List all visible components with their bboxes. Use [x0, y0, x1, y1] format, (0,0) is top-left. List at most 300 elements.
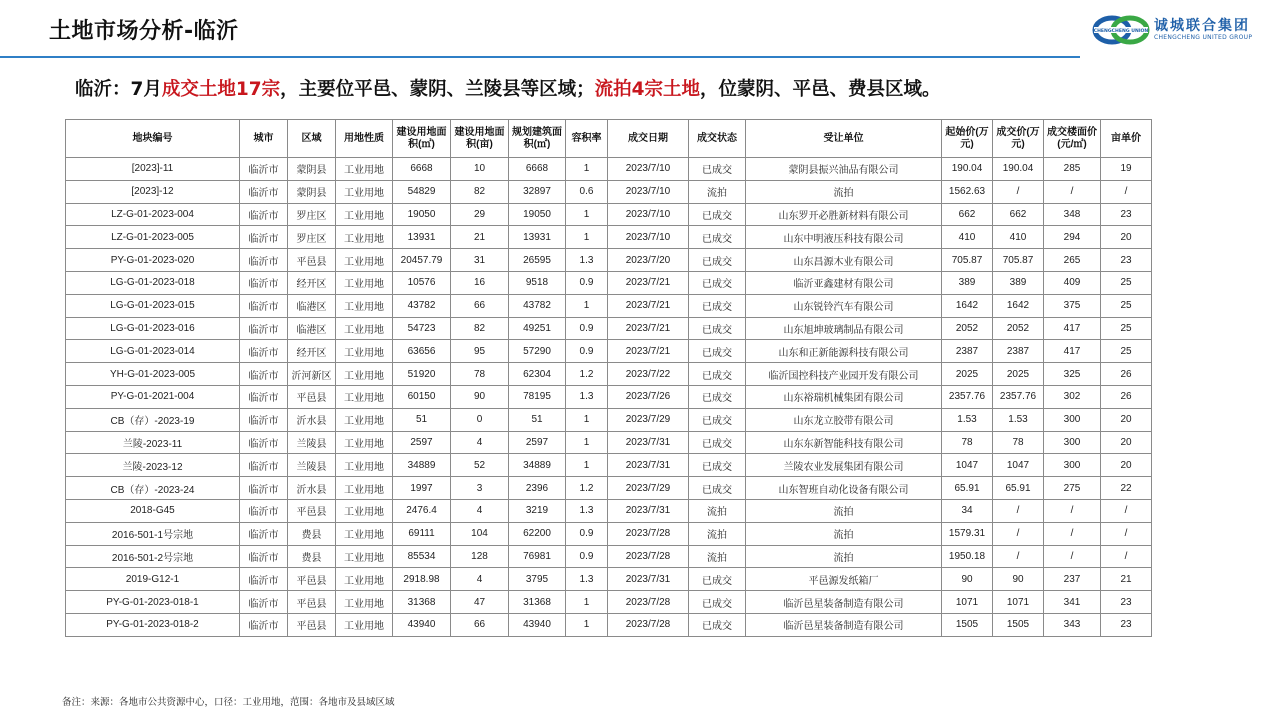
table-cell: 已成交	[689, 249, 746, 272]
table-row	[66, 499, 1152, 522]
table-cell: 2023/7/22	[608, 363, 689, 386]
table-cell: 流拍	[689, 499, 746, 522]
table-cell: 2052	[993, 317, 1044, 340]
table-cell: 63656	[393, 340, 451, 363]
table-cell: 1.53	[993, 408, 1044, 431]
table-cell: 已成交	[689, 385, 746, 408]
table-body	[66, 158, 1152, 637]
table-cell: 工业用地	[336, 454, 393, 477]
column-header: 建设用地面积(亩)	[451, 120, 509, 158]
table-cell: 29	[451, 203, 509, 226]
table-cell: 62304	[509, 363, 566, 386]
table-cell: 工业用地	[336, 522, 393, 545]
table-cell: 临沂市	[240, 568, 288, 591]
column-header: 起始价(万元)	[942, 120, 993, 158]
table-cell: 9518	[509, 271, 566, 294]
table-cell: 78	[942, 431, 993, 454]
table-cell: 流拍	[689, 522, 746, 545]
table-cell: 山东锐铃汽车有限公司	[746, 294, 942, 317]
table-cell: 临港区	[288, 317, 336, 340]
table-row	[66, 363, 1152, 386]
table-cell: /	[1101, 180, 1152, 203]
table-cell: 山东中明液压科技有限公司	[746, 226, 942, 249]
table-cell: 300	[1044, 431, 1101, 454]
table-cell: 2918.98	[393, 568, 451, 591]
table-row	[66, 340, 1152, 363]
table-row	[66, 477, 1152, 500]
table-cell: 临沂国控科技产业园开发有限公司	[746, 363, 942, 386]
table-cell: 临沂市	[240, 408, 288, 431]
table-cell: 2396	[509, 477, 566, 500]
table-cell: 302	[1044, 385, 1101, 408]
table-cell: 已成交	[689, 317, 746, 340]
column-header: 亩单价	[1101, 120, 1152, 158]
table-cell: 2387	[993, 340, 1044, 363]
column-header: 规划建筑面积(㎡)	[509, 120, 566, 158]
table-cell: 已成交	[689, 454, 746, 477]
table-cell: 临沂市	[240, 180, 288, 203]
table-cell: 工业用地	[336, 226, 393, 249]
table-cell: 已成交	[689, 340, 746, 363]
table-cell: 2597	[393, 431, 451, 454]
table-cell: 2018-G45	[66, 499, 240, 522]
table-cell: 43940	[509, 613, 566, 636]
table-cell: 6668	[393, 158, 451, 181]
table-row	[66, 591, 1152, 614]
table-cell: 2023/7/21	[608, 317, 689, 340]
table-cell: 工业用地	[336, 408, 393, 431]
table-cell: 417	[1044, 317, 1101, 340]
table-cell: 410	[993, 226, 1044, 249]
table-cell: 66	[451, 613, 509, 636]
column-header: 区域	[288, 120, 336, 158]
company-logo	[1092, 13, 1272, 47]
table-cell: 工业用地	[336, 180, 393, 203]
table-cell: 285	[1044, 158, 1101, 181]
table-cell: 罗庄区	[288, 226, 336, 249]
table-cell: 山东东新智能科技有限公司	[746, 431, 942, 454]
table-cell: 费县	[288, 522, 336, 545]
table-cell: 临沂市	[240, 522, 288, 545]
table-cell: 300	[1044, 408, 1101, 431]
table-cell: 工业用地	[336, 431, 393, 454]
table-cell: 2023/7/28	[608, 591, 689, 614]
table-cell: 20	[1101, 454, 1152, 477]
table-cell: 流拍	[689, 180, 746, 203]
table-cell: 23	[1101, 591, 1152, 614]
table-cell: 0.6	[566, 180, 608, 203]
table-cell: 90	[993, 568, 1044, 591]
table-cell: /	[1044, 545, 1101, 568]
table-cell: 275	[1044, 477, 1101, 500]
table-cell: CB（存）-2023-24	[66, 477, 240, 500]
table-cell: 工业用地	[336, 340, 393, 363]
table-cell: 1642	[942, 294, 993, 317]
table-cell: 沂水县	[288, 477, 336, 500]
table-cell: 23	[1101, 203, 1152, 226]
table-cell: 临沂市	[240, 226, 288, 249]
table-cell: /	[993, 522, 1044, 545]
table-cell: 20457.79	[393, 249, 451, 272]
table-cell: 6668	[509, 158, 566, 181]
table-cell: 2016-501-1号宗地	[66, 522, 240, 545]
table-cell: 工业用地	[336, 363, 393, 386]
table-row	[66, 613, 1152, 636]
table-cell: /	[1101, 545, 1152, 568]
table-cell: 23	[1101, 613, 1152, 636]
column-header: 城市	[240, 120, 288, 158]
land-transaction-table-wrapper	[65, 119, 1152, 637]
table-cell: 66	[451, 294, 509, 317]
table-cell: 25	[1101, 271, 1152, 294]
column-header: 成交日期	[608, 120, 689, 158]
table-cell: 兰陵县	[288, 454, 336, 477]
table-cell: 2023/7/20	[608, 249, 689, 272]
table-cell: 1997	[393, 477, 451, 500]
table-cell: 705.87	[993, 249, 1044, 272]
table-cell: LG-G-01-2023-015	[66, 294, 240, 317]
table-cell: 190.04	[993, 158, 1044, 181]
table-cell: 山东和正新能源科技有限公司	[746, 340, 942, 363]
table-cell: 25	[1101, 340, 1152, 363]
table-cell: 流拍	[746, 522, 942, 545]
svg-text:CHENGCHENG UNION: CHENGCHENG UNION	[1093, 29, 1149, 34]
table-cell: 工业用地	[336, 294, 393, 317]
table-cell: 工业用地	[336, 385, 393, 408]
table-cell: 2019-G12-1	[66, 568, 240, 591]
table-cell: 65.91	[993, 477, 1044, 500]
table-cell: 21	[1101, 568, 1152, 591]
table-cell: 19	[1101, 158, 1152, 181]
table-cell: 工业用地	[336, 545, 393, 568]
table-cell: 26	[1101, 363, 1152, 386]
table-cell: 2023/7/29	[608, 477, 689, 500]
table-cell: 山东罗开必胜新材料有限公司	[746, 203, 942, 226]
table-row	[66, 522, 1152, 545]
table-cell: 1071	[993, 591, 1044, 614]
table-cell: 2023/7/28	[608, 522, 689, 545]
table-cell: /	[1101, 499, 1152, 522]
table-cell: 流拍	[746, 545, 942, 568]
table-cell: 临港区	[288, 294, 336, 317]
table-cell: 2023/7/31	[608, 431, 689, 454]
table-cell: 20	[1101, 431, 1152, 454]
title-divider	[0, 56, 1080, 58]
table-cell: 375	[1044, 294, 1101, 317]
table-cell: 工业用地	[336, 591, 393, 614]
table-cell: 山东昌源木业有限公司	[746, 249, 942, 272]
table-cell: 0.9	[566, 522, 608, 545]
table-cell: 190.04	[942, 158, 993, 181]
table-cell: 兰陵-2023-12	[66, 454, 240, 477]
table-cell: LZ-G-01-2023-004	[66, 203, 240, 226]
table-cell: 2023/7/10	[608, 203, 689, 226]
table-cell: 已成交	[689, 408, 746, 431]
table-cell: 2023/7/31	[608, 454, 689, 477]
column-header: 成交状态	[689, 120, 746, 158]
table-cell: 0.9	[566, 317, 608, 340]
table-cell: 2023/7/21	[608, 294, 689, 317]
table-cell: /	[1101, 522, 1152, 545]
table-cell: 1	[566, 431, 608, 454]
table-cell: 兰陵农业发展集团有限公司	[746, 454, 942, 477]
table-cell: 10	[451, 158, 509, 181]
table-cell: 2025	[993, 363, 1044, 386]
table-cell: 3795	[509, 568, 566, 591]
table-cell: 工业用地	[336, 158, 393, 181]
table-cell: 34	[942, 499, 993, 522]
table-cell: 罗庄区	[288, 203, 336, 226]
table-cell: 23	[1101, 249, 1152, 272]
table-cell: 山东智班自动化设备有限公司	[746, 477, 942, 500]
column-header: 成交楼面价(元/㎡)	[1044, 120, 1101, 158]
table-cell: 1	[566, 226, 608, 249]
column-header: 受让单位	[746, 120, 942, 158]
table-cell: LG-G-01-2023-014	[66, 340, 240, 363]
table-cell: 13931	[393, 226, 451, 249]
table-cell: 4	[451, 568, 509, 591]
table-cell: 82	[451, 317, 509, 340]
table-cell: 临沂市	[240, 591, 288, 614]
table-cell: 1	[566, 158, 608, 181]
table-row	[66, 385, 1152, 408]
table-cell: 57290	[509, 340, 566, 363]
table-cell: 临沂市	[240, 454, 288, 477]
table-cell: 已成交	[689, 591, 746, 614]
table-cell: 已成交	[689, 271, 746, 294]
table-cell: 1047	[942, 454, 993, 477]
table-cell: 1071	[942, 591, 993, 614]
table-cell: 85534	[393, 545, 451, 568]
table-cell: 平邑县	[288, 249, 336, 272]
table-cell: 51	[393, 408, 451, 431]
table-cell: 2023/7/26	[608, 385, 689, 408]
table-cell: 69111	[393, 522, 451, 545]
table-cell: 2023/7/21	[608, 271, 689, 294]
table-cell: 343	[1044, 613, 1101, 636]
table-cell: 409	[1044, 271, 1101, 294]
headline-highlight-failed: 流拍4宗土地	[594, 79, 701, 100]
table-cell: 已成交	[689, 226, 746, 249]
table-cell: 1.3	[566, 385, 608, 408]
table-cell: 已成交	[689, 568, 746, 591]
table-cell: 19050	[393, 203, 451, 226]
table-cell: 2023/7/10	[608, 158, 689, 181]
table-cell: 2387	[942, 340, 993, 363]
table-cell: 348	[1044, 203, 1101, 226]
table-cell: 2023/7/28	[608, 613, 689, 636]
table-cell: 工业用地	[336, 271, 393, 294]
table-cell: 1.3	[566, 499, 608, 522]
headline-part: ，主要位平邑、蒙阴、兰陵县等区域；	[280, 79, 595, 100]
table-cell: 兰陵-2023-11	[66, 431, 240, 454]
table-cell: 1	[566, 408, 608, 431]
headline-part: ，位蒙阴、平邑、费县区域。	[700, 79, 941, 100]
table-cell: 临沂市	[240, 499, 288, 522]
table-cell: 2016-501-2号宗地	[66, 545, 240, 568]
table-cell: 54723	[393, 317, 451, 340]
table-cell: 1.53	[942, 408, 993, 431]
column-header: 地块编号	[66, 120, 240, 158]
table-cell: 31368	[393, 591, 451, 614]
headline-part: 临沂：7月	[75, 79, 162, 100]
logo-en-text: CHENGCHENG UNITED GROUP	[1154, 34, 1253, 41]
table-cell: 2025	[942, 363, 993, 386]
table-cell: 43782	[509, 294, 566, 317]
table-cell: 1642	[993, 294, 1044, 317]
table-cell: 1562.63	[942, 180, 993, 203]
table-cell: 蒙阴县	[288, 158, 336, 181]
table-cell: 76981	[509, 545, 566, 568]
table-row	[66, 180, 1152, 203]
table-cell: 临沂市	[240, 363, 288, 386]
table-cell: 临沂市	[240, 158, 288, 181]
table-cell: 临沂市	[240, 294, 288, 317]
table-cell: 389	[942, 271, 993, 294]
table-cell: LZ-G-01-2023-005	[66, 226, 240, 249]
table-cell: 平邑县	[288, 385, 336, 408]
table-cell: 工业用地	[336, 477, 393, 500]
table-cell: 34889	[509, 454, 566, 477]
table-cell: 已成交	[689, 294, 746, 317]
table-cell: 21	[451, 226, 509, 249]
table-cell: 临沂市	[240, 271, 288, 294]
table-cell: 蒙阴县振兴油品有限公司	[746, 158, 942, 181]
table-cell: 237	[1044, 568, 1101, 591]
table-cell: 临沂亚鑫建材有限公司	[746, 271, 942, 294]
table-cell: 工业用地	[336, 249, 393, 272]
table-cell: 95	[451, 340, 509, 363]
table-row	[66, 294, 1152, 317]
table-cell: 43782	[393, 294, 451, 317]
table-cell: 341	[1044, 591, 1101, 614]
column-header: 成交价(万元)	[993, 120, 1044, 158]
table-cell: 费县	[288, 545, 336, 568]
table-cell: 65.91	[942, 477, 993, 500]
table-cell: 43940	[393, 613, 451, 636]
table-cell: 临沂市	[240, 477, 288, 500]
table-cell: YH-G-01-2023-005	[66, 363, 240, 386]
column-header: 建设用地面积(㎡)	[393, 120, 451, 158]
table-cell: 平邑源发纸箱厂	[746, 568, 942, 591]
table-cell: 31368	[509, 591, 566, 614]
table-cell: 26	[1101, 385, 1152, 408]
table-cell: 60150	[393, 385, 451, 408]
table-cell: 工业用地	[336, 317, 393, 340]
table-cell: 82	[451, 180, 509, 203]
table-header-row	[66, 120, 1152, 158]
table-cell: 25	[1101, 294, 1152, 317]
table-cell: 705.87	[942, 249, 993, 272]
table-cell: 山东旭坤玻璃制品有限公司	[746, 317, 942, 340]
table-row	[66, 545, 1152, 568]
table-cell: 工业用地	[336, 613, 393, 636]
table-cell: 1	[566, 203, 608, 226]
table-cell: 20	[1101, 408, 1152, 431]
table-cell: 265	[1044, 249, 1101, 272]
table-cell: 0.9	[566, 340, 608, 363]
table-cell: 临沂邑星装备制造有限公司	[746, 613, 942, 636]
table-row	[66, 203, 1152, 226]
table-row	[66, 249, 1152, 272]
table-cell: 蒙阴县	[288, 180, 336, 203]
table-cell: 1505	[993, 613, 1044, 636]
table-cell: 0.9	[566, 271, 608, 294]
table-cell: 20	[1101, 226, 1152, 249]
table-cell: 已成交	[689, 613, 746, 636]
table-cell: 工业用地	[336, 499, 393, 522]
table-cell: PY-G-01-2023-018-1	[66, 591, 240, 614]
table-cell: 49251	[509, 317, 566, 340]
table-cell: LG-G-01-2023-018	[66, 271, 240, 294]
table-cell: /	[993, 180, 1044, 203]
table-cell: 325	[1044, 363, 1101, 386]
table-cell: 389	[993, 271, 1044, 294]
table-cell: /	[1044, 522, 1101, 545]
table-cell: 16	[451, 271, 509, 294]
table-cell: 流拍	[746, 180, 942, 203]
table-cell: 2023/7/10	[608, 226, 689, 249]
table-cell: 1.3	[566, 568, 608, 591]
table-cell: 2597	[509, 431, 566, 454]
column-header: 用地性质	[336, 120, 393, 158]
summary-headline	[75, 75, 941, 101]
table-cell: 128	[451, 545, 509, 568]
column-header: 容积率	[566, 120, 608, 158]
table-cell: 临沂市	[240, 203, 288, 226]
table-cell: 32897	[509, 180, 566, 203]
table-cell: 104	[451, 522, 509, 545]
table-cell: 沂河新区	[288, 363, 336, 386]
table-cell: [2023]-12	[66, 180, 240, 203]
table-cell: CB（存）-2023-19	[66, 408, 240, 431]
land-transaction-table	[65, 119, 1152, 637]
table-cell: 2357.76	[942, 385, 993, 408]
table-cell: 2023/7/10	[608, 180, 689, 203]
table-cell: 已成交	[689, 363, 746, 386]
table-cell: /	[1044, 499, 1101, 522]
table-cell: 662	[993, 203, 1044, 226]
table-cell: 1950.18	[942, 545, 993, 568]
table-cell: 26595	[509, 249, 566, 272]
table-cell: LG-G-01-2023-016	[66, 317, 240, 340]
table-cell: 417	[1044, 340, 1101, 363]
table-cell: 临沂市	[240, 385, 288, 408]
table-cell: 临沂市	[240, 431, 288, 454]
table-cell: 4	[451, 499, 509, 522]
table-cell: 临沂市	[240, 545, 288, 568]
table-cell: 3219	[509, 499, 566, 522]
table-cell: /	[1044, 180, 1101, 203]
table-cell: [2023]-11	[66, 158, 240, 181]
table-cell: 平邑县	[288, 499, 336, 522]
table-cell: 52	[451, 454, 509, 477]
table-cell: 1	[566, 591, 608, 614]
table-cell: 经开区	[288, 340, 336, 363]
table-cell: PY-G-01-2023-020	[66, 249, 240, 272]
table-cell: 1.2	[566, 363, 608, 386]
table-cell: 经开区	[288, 271, 336, 294]
table-cell: 已成交	[689, 158, 746, 181]
table-cell: 90	[942, 568, 993, 591]
table-row	[66, 408, 1152, 431]
table-cell: 工业用地	[336, 568, 393, 591]
table-cell: 2357.76	[993, 385, 1044, 408]
table-cell: 2023/7/21	[608, 340, 689, 363]
table-cell: 兰陵县	[288, 431, 336, 454]
table-cell: 2023/7/31	[608, 499, 689, 522]
table-cell: 25	[1101, 317, 1152, 340]
